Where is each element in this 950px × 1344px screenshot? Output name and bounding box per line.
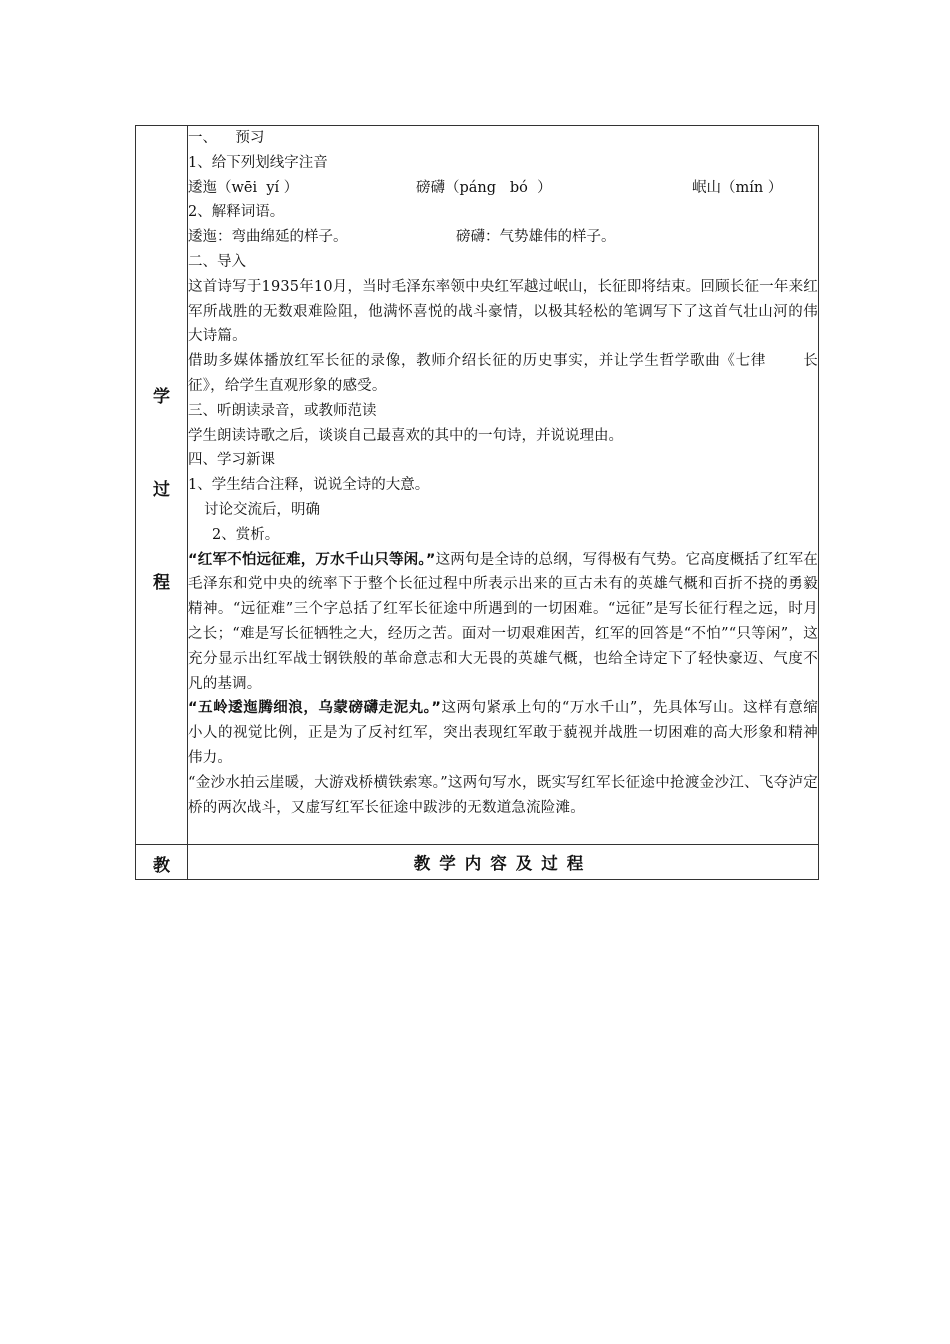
lesson-discussion: 讨论交流后，明确 bbox=[204, 501, 320, 518]
analysis-quote-2: “五岭逶迤腾细浪，乌蒙磅礴走泥丸。” bbox=[188, 700, 442, 717]
analysis-text-1: 这两句是全诗的总纲，写得极有气势。它高度概括了红军在毛泽东和党中央的统率下于整个长征过程中所表示出来的亘古未有的英雄气概和百折不挠的勇毅精神。“远征难”三个字总括了红军长征途中所遇到的一切困难。“远征”是写长征行程之远，时月之长；“难是写长征牺牲之大，经历之苦。面对一切艰难困苦，红军的回答是“不怕”“只等闲”，这充分显示出红军战士钢铁般的革命意志和大无畏的英雄气概，也给全诗定下了轻快豪迈、气度不凡的基调。 bbox=[188, 551, 818, 692]
pinyin-row bbox=[188, 176, 818, 201]
analysis-paragraph-2 bbox=[188, 696, 818, 770]
analysis-text-2: 这两句紧承上句的“万水千山”，先具体写山。这样有意缩小人的视觉比例，正是为了反衬红军，突出表现红军敢于藐视并战胜一切困难的高大形象和精神伟力。 bbox=[188, 700, 818, 766]
section-preview-heading: 一、 预习 bbox=[188, 130, 265, 146]
lesson-step-2: 2、赏析。 bbox=[212, 526, 280, 543]
footer-row bbox=[136, 845, 819, 880]
footer-title: 教学内容及过程 bbox=[188, 845, 819, 880]
definition-1: 逶迤：弯曲绵延的样子。 bbox=[188, 229, 348, 246]
side-char-2: 过 bbox=[153, 480, 170, 500]
footer-side-char: 教 bbox=[153, 855, 170, 876]
analysis-paragraph-1 bbox=[188, 548, 818, 697]
definitions-row bbox=[188, 225, 818, 250]
lesson-step-1: 1、学生结合注释，说说全诗的大意。 bbox=[188, 477, 430, 494]
side-char-1: 学 bbox=[153, 387, 170, 407]
analysis-paragraph-3: “金沙水拍云崖暖，大游戏桥横铁索寒。”这两句写水，既实写红军长征途中抢渡金沙江、飞夺泸定桥的两次战斗，又虚写红军长征途中跋涉的无数道急流险滩。 bbox=[188, 774, 818, 816]
content-cell bbox=[188, 126, 819, 845]
pinyin-item-3: 岷山（mín ） bbox=[692, 179, 783, 196]
process-row bbox=[136, 126, 819, 845]
section-intro-heading: 二、导入 bbox=[188, 253, 246, 270]
pinyin-question: 1、给下列划线字注音 bbox=[188, 154, 328, 171]
footer-side-cell bbox=[136, 845, 188, 880]
reading-paragraph: 学生朗读诗歌之后，谈谈自己最喜欢的其中的一句诗，并说说理由。 bbox=[188, 427, 623, 444]
side-char-3: 程 bbox=[153, 573, 170, 593]
lesson-table bbox=[135, 125, 819, 880]
definitions-question: 2、解释词语。 bbox=[188, 204, 285, 221]
pinyin-item-2: 磅礴（páng bó ） bbox=[416, 179, 552, 196]
pinyin-item-1: 逶迤（wēi yí ） bbox=[188, 179, 299, 196]
intro-paragraph: 这首诗写于1935年10月，当时毛泽东率领中央红军越过岷山，长征即将结束。回顾长征一年来红军所战胜的无数艰难险阻，他满怀喜悦的战斗豪情，以极其轻松的笔调写下了这首气壮山河的伟大诗篇。 bbox=[188, 278, 818, 345]
analysis-quote-1: “红军不怕远征难，万水千山只等闲。” bbox=[188, 551, 436, 568]
section-reading-heading: 三、听朗读录音，或教师范读 bbox=[188, 402, 377, 419]
definition-2: 磅礴：气势雄伟的样子。 bbox=[456, 229, 616, 246]
side-label-cell bbox=[136, 126, 188, 845]
section-new-lesson-heading: 四、学习新课 bbox=[188, 452, 275, 469]
media-paragraph: 借助多媒体播放红军长征的录像，教师介绍长征的历史事实，并让学生哲学歌曲《七律 长征》，给学生直观形象的感受。 bbox=[188, 353, 818, 394]
